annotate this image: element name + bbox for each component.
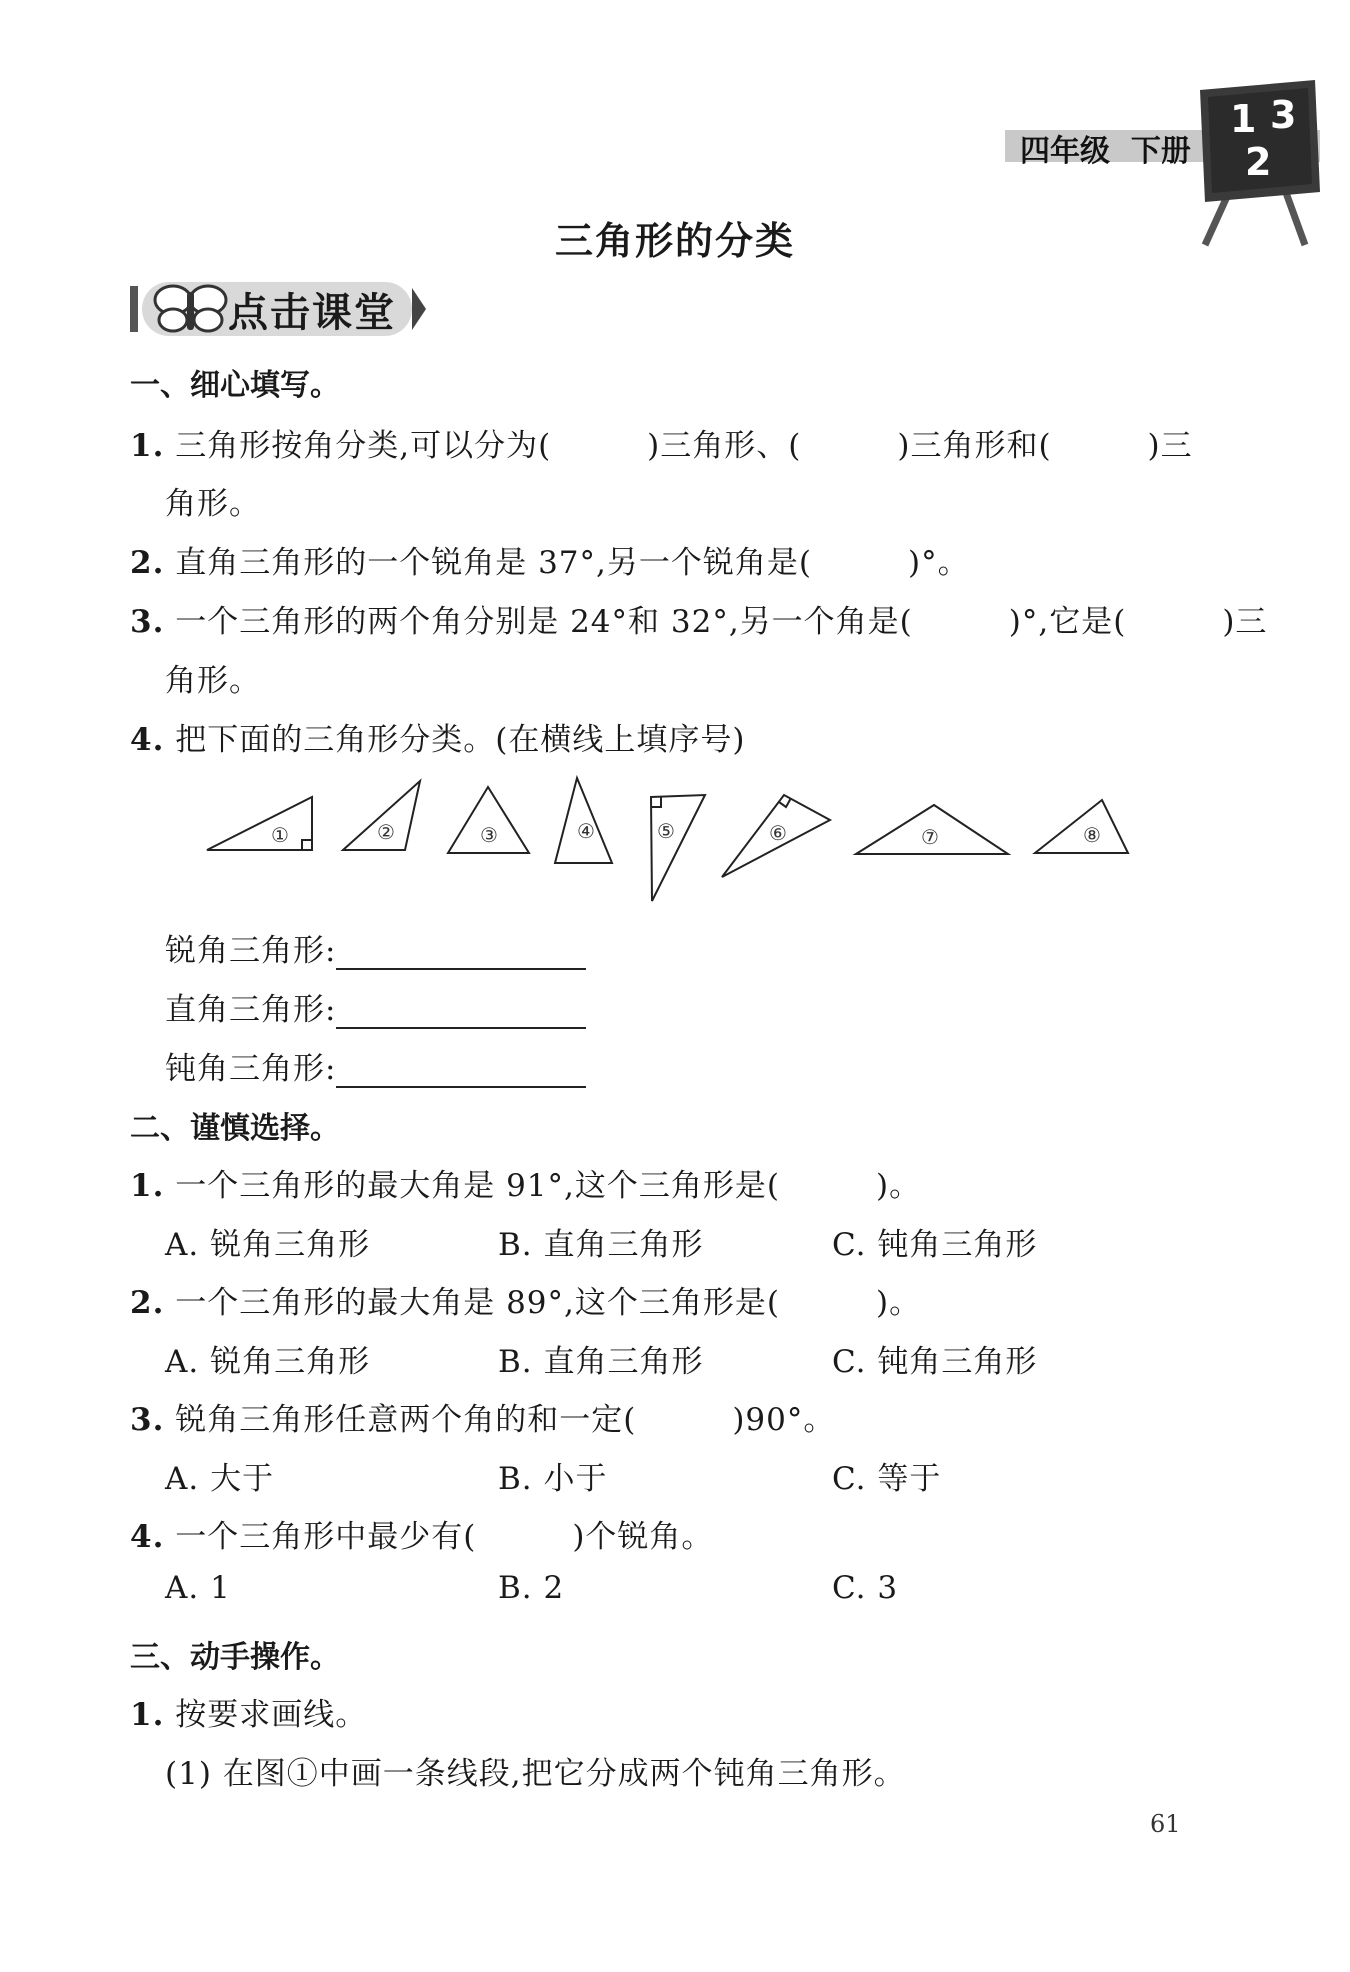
banner-label: 点击课堂 (228, 290, 396, 336)
triangle-label: ④ (577, 819, 595, 843)
logo-digit-3: 3 (1270, 93, 1297, 137)
fill-label: 直角三角形: (165, 992, 337, 1028)
triangle-8 (1035, 800, 1128, 853)
question-number: 4. (130, 1519, 165, 1555)
fill-label: 钝角三角形: (165, 1051, 337, 1087)
triangle-label: ⑥ (769, 821, 787, 845)
option-a: A. 锐角三角形 (165, 1227, 371, 1263)
fill-obtuse (165, 1043, 586, 1088)
question-1-3 (130, 596, 1267, 641)
option-c: C. 等于 (832, 1461, 942, 1497)
fill-label: 锐角三角形: (165, 933, 337, 969)
answer-line[interactable] (336, 938, 586, 970)
question-3-1-sub-1: (1) 在图①中画一条线段,把它分成两个钝角三角形。 (165, 1756, 906, 1792)
question-1-4 (130, 714, 745, 759)
question-text: 三角形按角分类,可以分为( )三角形、( )三角形和( )三 (175, 428, 1193, 464)
triangles-figure (200, 770, 1150, 910)
fill-acute (165, 925, 586, 970)
option-c: C. 钝角三角形 (832, 1344, 1038, 1380)
grade: 四年级 (1020, 134, 1110, 169)
option-a: A. 大于 (165, 1461, 275, 1497)
section-1-heading: 一、细心填写。 (130, 368, 340, 403)
volume: 下册 (1130, 134, 1191, 169)
triangle-label: ⑤ (657, 819, 675, 843)
triangle-label: ⑧ (1083, 823, 1101, 847)
question-2-1 (130, 1160, 921, 1205)
option-b: B. 直角三角形 (498, 1344, 704, 1380)
question-text: 一个三角形的最大角是 89°,这个三角形是( )。 (175, 1285, 922, 1321)
question-1-1 (130, 420, 1193, 465)
logo-digit-2: 2 (1245, 140, 1272, 184)
question-2-4 (130, 1511, 713, 1556)
question-text: 直角三角形的一个锐角是 37°,另一个锐角是( )°。 (175, 545, 970, 581)
triangle-label: ③ (480, 823, 498, 847)
fill-right (165, 984, 586, 1029)
question-1-3-cont: 角形。 (165, 663, 261, 699)
question-1-1-cont: 角形。 (165, 486, 261, 522)
answer-line[interactable] (336, 1056, 586, 1088)
question-text: 把下面的三角形分类。(在横线上填序号) (175, 722, 746, 758)
grade-label (1020, 126, 1191, 170)
option-c: C. 钝角三角形 (832, 1227, 1038, 1263)
triangle-label: ① (271, 823, 289, 847)
question-number: 1. (130, 1697, 165, 1733)
butterfly-icon (155, 286, 226, 331)
question-number: 4. (130, 722, 165, 758)
section-2-heading: 二、谨慎选择。 (130, 1111, 340, 1146)
page-title: 三角形的分类 (554, 219, 795, 263)
triangle-label: ⑦ (921, 825, 939, 849)
option-c: C. 3 (832, 1570, 899, 1606)
triangle-5 (651, 795, 705, 901)
question-2-3 (130, 1394, 835, 1439)
question-text: 锐角三角形任意两个角的和一定( )90°。 (175, 1402, 836, 1438)
logo-digit-1: 1 (1230, 97, 1257, 141)
question-number: 2. (130, 545, 165, 581)
question-text: 按要求画线。 (175, 1697, 368, 1733)
answer-line[interactable] (336, 997, 586, 1029)
question-3-1 (130, 1689, 367, 1734)
question-1-2 (130, 537, 970, 582)
question-text: 一个三角形的两个角分别是 24°和 32°,另一个角是( )°,它是( )三 (175, 604, 1268, 640)
question-number: 1. (130, 1168, 165, 1204)
section-3-heading: 三、动手操作。 (130, 1640, 340, 1675)
question-number: 1. (130, 428, 165, 464)
triangle-label: ② (377, 820, 395, 844)
option-b: B. 直角三角形 (498, 1227, 704, 1263)
triangle-1 (207, 797, 312, 850)
option-b: B. 小于 (498, 1461, 608, 1497)
question-text: 一个三角形的最大角是 91°,这个三角形是( )。 (175, 1168, 922, 1204)
question-number: 2. (130, 1285, 165, 1321)
option-a: A. 1 (165, 1570, 231, 1606)
question-text: 一个三角形中最少有( )个锐角。 (175, 1519, 714, 1555)
question-number: 3. (130, 1402, 165, 1438)
question-2-2 (130, 1277, 921, 1322)
option-a: A. 锐角三角形 (165, 1344, 371, 1380)
option-b: B. 2 (498, 1570, 565, 1606)
page-number: 61 (1150, 1810, 1181, 1838)
question-number: 3. (130, 604, 165, 640)
